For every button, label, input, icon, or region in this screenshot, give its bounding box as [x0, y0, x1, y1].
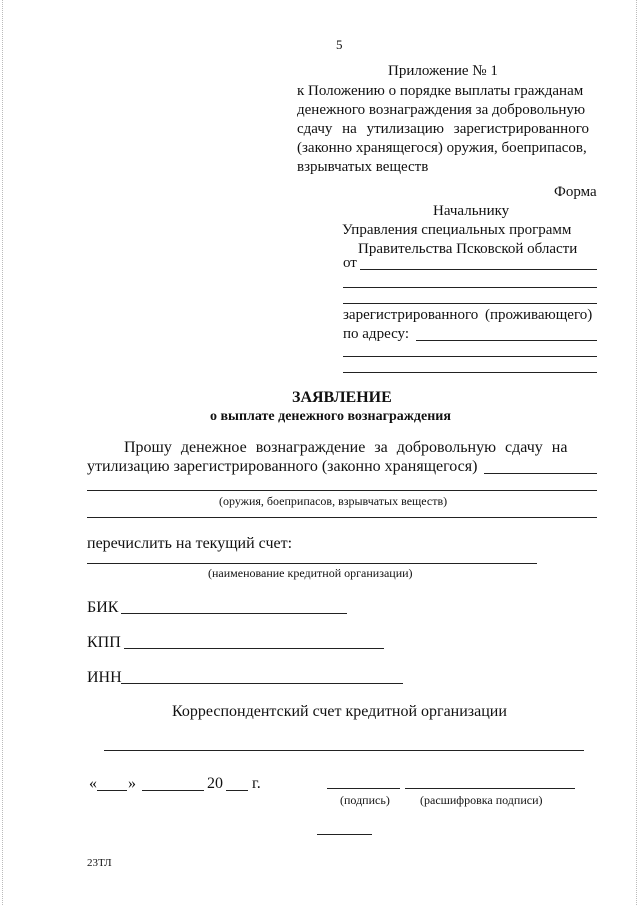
- signature-field-line[interactable]: [327, 788, 400, 789]
- address-field-line-3[interactable]: [343, 372, 597, 373]
- kpp-field-line[interactable]: [124, 648, 384, 649]
- address-field-line-2[interactable]: [343, 356, 597, 357]
- request-line-1: Прошу денежное вознаграждение за добровольную сдачу на: [124, 439, 568, 456]
- date-year-field[interactable]: [226, 790, 248, 791]
- decryption-hint: (расшифровка подписи): [420, 793, 543, 807]
- page-number: 5: [336, 37, 343, 52]
- from-field-line-2[interactable]: [343, 287, 597, 288]
- date-month-field[interactable]: [142, 790, 204, 791]
- scan-edge-right: [636, 0, 637, 905]
- inn-label: ИНН: [87, 669, 122, 686]
- scan-edge-left: [2, 0, 3, 905]
- appendix-line-4: (законно хранящегося) оружия, боеприпасов,: [297, 140, 587, 156]
- bottom-short-line: [317, 834, 372, 835]
- statement-subtitle: о выплате денежного вознаграждения: [210, 409, 451, 424]
- appendix-title: Приложение № 1: [388, 63, 498, 79]
- addressee-line-1: Начальнику: [433, 203, 510, 219]
- addressee-line-3: Правительства Псковской области: [358, 241, 578, 257]
- statement-title: ЗАЯВЛЕНИЕ: [292, 389, 392, 406]
- date-year-prefix: 20: [207, 775, 223, 792]
- bik-label: БИК: [87, 599, 119, 616]
- bank-name-hint: (наименование кредитной организации): [208, 566, 413, 580]
- footer-code: 23ТЛ: [87, 857, 112, 869]
- bik-field-line[interactable]: [121, 613, 347, 614]
- weapons-field-line-3[interactable]: [87, 517, 597, 518]
- address-field-line-1[interactable]: [416, 340, 597, 341]
- bank-name-field-line[interactable]: [87, 563, 537, 564]
- transfer-label: перечислить на текущий счет:: [87, 535, 293, 552]
- addressee-line-2: Управления специальных программ: [342, 222, 572, 238]
- date-day-field[interactable]: [97, 790, 127, 791]
- registered-label: зарегистрированного (проживающего): [343, 307, 593, 323]
- request-line-2: утилизацию зарегистрированного (законно хранящегося): [87, 458, 478, 475]
- corr-account-field-line[interactable]: [104, 750, 584, 751]
- date-year-suffix: г.: [252, 775, 261, 792]
- from-field-line-3[interactable]: [343, 303, 597, 304]
- kpp-label: КПП: [87, 634, 121, 651]
- appendix-line-5: взрывчатых веществ: [297, 159, 429, 175]
- signature-hint: (подпись): [340, 793, 390, 807]
- date-quote-open: «: [89, 775, 97, 792]
- decryption-field-line[interactable]: [405, 788, 575, 789]
- weapons-hint: (оружия, боеприпасов, взрывчатых веществ): [219, 494, 448, 508]
- from-field-line-1[interactable]: [360, 269, 597, 270]
- appendix-line-3: сдачу на утилизацию зарегистрированного: [297, 121, 589, 137]
- weapons-field-line-2[interactable]: [87, 490, 597, 491]
- form-label: Форма: [554, 184, 597, 200]
- address-label: по адресу:: [343, 326, 410, 342]
- from-label: от: [343, 255, 357, 271]
- appendix-line-2: денежного вознаграждения за добровольную: [297, 102, 586, 118]
- date-quote-close: »: [128, 775, 136, 792]
- corr-account-label: Корреспондентский счет кредитной организации: [172, 703, 507, 720]
- inn-field-line[interactable]: [121, 683, 403, 684]
- appendix-line-1: к Положению о порядке выплаты гражданам: [297, 83, 584, 99]
- weapons-field-line-1[interactable]: [484, 473, 597, 474]
